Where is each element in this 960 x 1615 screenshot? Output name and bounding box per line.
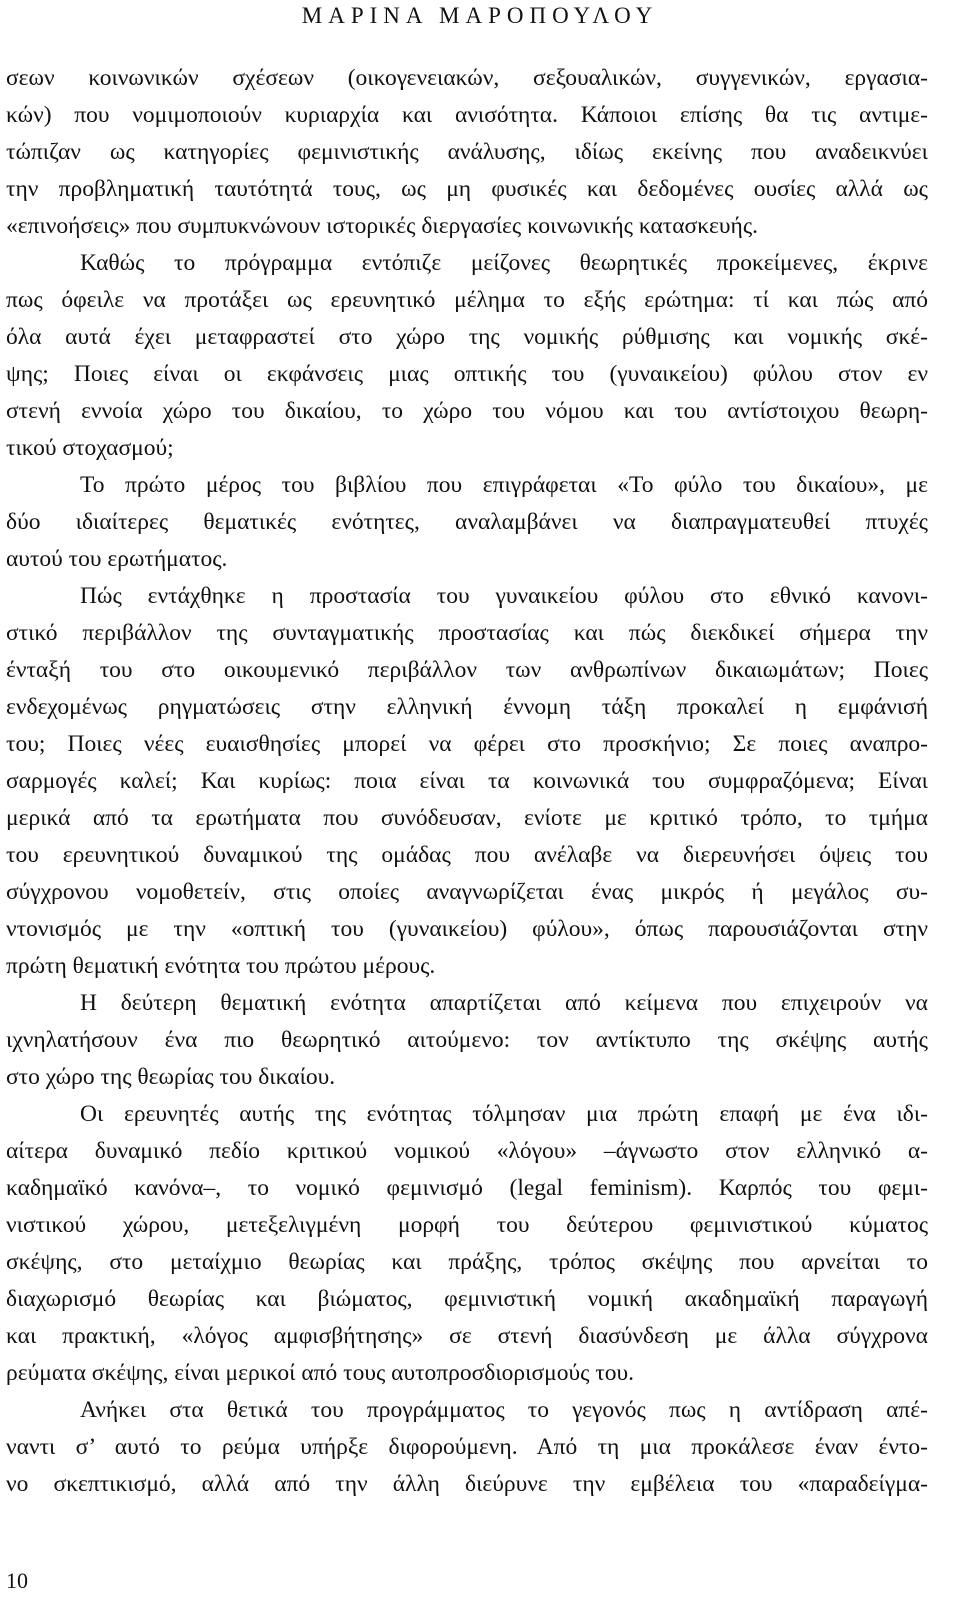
text-line: νιστικού χώρου, μετεξελιγμένη μορφή του δεύτερου φεμινιστικού κύματος — [6, 1212, 928, 1238]
paragraph — [6, 60, 928, 245]
text-line: αυτού του ερωτήματος. — [6, 546, 228, 572]
text-line: στενή εννοία χώρο του δικαίου, το χώρο του νόμου και του αντίστοιχου θεωρη- — [6, 398, 928, 424]
text-line: διαχωρισμό θεωρίας και βιώματος, φεμινιστική νομική ακαδημαϊκή παραγωγή — [6, 1286, 928, 1312]
text-line: Πώς εντάχθηκε η προστασία του γυναικείου φύλου στο εθνικό κανονι- — [80, 583, 928, 609]
text-line: κών) που νομιμοποιούν κυριαρχία και ανισότητα. Κάποιοι επίσης θα τις αντιμε- — [6, 102, 928, 128]
text-line: σύγχρονου νομοθετείν, στις οποίες αναγνωρίζεται ένας μικρός ή μεγάλος συ- — [6, 879, 928, 905]
paragraph — [6, 245, 928, 467]
paragraph — [6, 985, 928, 1096]
text-line: σκέψης, στο μεταίχμιο θεωρίας και πράξης, τρόπος σκέψης που αρνείται το — [6, 1249, 928, 1275]
text-line: ένταξή του στο οικουμενικό περιβάλλον των ανθρωπίνων δικαιωμάτων; Ποιες — [6, 657, 928, 683]
text-line: μερικά από τα ερωτήματα που συνόδευσαν, ενίοτε με κριτικό τρόπο, το τμήμα — [6, 805, 928, 831]
text-line: την προβληματική ταυτότητά τους, ως μη φυσικές και δεδομένες ουσίες αλλά ως — [6, 176, 928, 202]
text-line: δύο ιδιαίτερες θεματικές ενότητες, αναλαμβάνει να διαπραγματευθεί πτυχές — [6, 509, 928, 535]
text-line: ψης; Ποιες είναι οι εκφάνσεις μιας οπτικής του (γυναικείου) φύλου στον εν — [6, 361, 928, 387]
paragraph — [6, 1392, 928, 1503]
text-line: σαρμογές καλεί; Και κυρίως: ποια είναι τα κοινωνικά του συμφραζόμενα; Είναι — [6, 768, 928, 794]
paragraph — [6, 578, 928, 985]
text-line: του ερευνητικού δυναμικού της ομάδας που ανέλαβε να διερευνήσει όψεις του — [6, 842, 928, 868]
text-line: ντονισμός με την «οπτική του (γυναικείου) φύλου», όπως παρουσιάζονται στην — [6, 916, 928, 942]
paragraph — [6, 1096, 928, 1392]
text-line: τικού στοχασμού; — [6, 435, 174, 461]
page-body — [6, 60, 928, 1503]
text-line: Το πρώτο μέρος του βιβλίου που επιγράφεται «Το φύλο του δικαίου», με — [80, 472, 928, 498]
text-line: πρώτη θεματική ενότητα του πρώτου μέρους. — [6, 953, 436, 979]
page-number: 10 — [6, 1568, 28, 1593]
text-line: πως όφειλε να προτάξει ως ερευνητικό μέλημα το εξής ερώτημα: τί και πώς από — [6, 287, 928, 313]
paragraph — [6, 467, 928, 578]
text-line: στικό περιβάλλον της συνταγματικής προστασίας και πώς διεκδικεί σήμερα την — [6, 620, 928, 646]
text-line: αίτερα δυναμικό πεδίο κριτικού νομικού «λόγου» –άγνωστο στον ελληνικό α- — [6, 1138, 928, 1164]
text-line: «επινοήσεις» που συμπυκνώνουν ιστορικές διεργασίες κοινωνικής κατασκευής. — [6, 213, 759, 239]
text-line: όλα αυτά έχει μεταφραστεί στο χώρο της νομικής ρύθμισης και νομικής σκέ- — [6, 324, 928, 350]
running-head: ΜΑΡΙΝΑ ΜΑΡΟΠΟΥΛΟΥ — [301, 3, 659, 28]
text-line: Η δεύτερη θεματική ενότητα απαρτίζεται από κείμενα που επιχειρούν να — [80, 990, 928, 1016]
text-line: τώπιζαν ως κατηγορίες φεμινιστικής ανάλυσης, ιδίως εκείνης που αναδεικνύει — [6, 139, 928, 165]
text-line: ιχνηλατήσουν ένα πιο θεωρητικό αιτούμενο: τον αντίκτυπο της σκέψης αυτής — [6, 1027, 928, 1053]
text-line: καδημαϊκό κανόνα–, το νομικό φεμινισμό (legal feminism). Καρπός του φεμι- — [6, 1175, 928, 1201]
text-line: ενδεχομένως ρηγματώσεις στην ελληνική έννομη τάξη προκαλεί η εμφάνισή — [6, 694, 928, 720]
text-line: του; Ποιες νέες ευαισθησίες μπορεί να φέρει στο προσκήνιο; Σε ποιες αναπρο- — [6, 731, 928, 757]
text-line: Οι ερευνητές αυτής της ενότητας τόλμησαν μια πρώτη επαφή με ένα ιδι- — [80, 1101, 928, 1127]
text-line: Καθώς το πρόγραμμα εντόπιζε μείζονες θεωρητικές προκείμενες, έκρινε — [80, 250, 928, 276]
text-line: ναντι σ’ αυτό το ρεύμα υπήρξε διφορούμενη. Από τη μια προκάλεσε έναν έντο- — [6, 1434, 928, 1460]
text-line: Ανήκει στα θετικά του προγράμματος το γεγονός πως η αντίδραση απέ- — [80, 1397, 928, 1423]
text-line: και πρακτική, «λόγος αμφισβήτησης» σε στενή διασύνδεση με άλλα σύγχρονα — [6, 1323, 928, 1349]
text-line: σεων κοινωνικών σχέσεων (οικογενειακών, σεξουαλικών, συγγενικών, εργασια- — [6, 65, 928, 91]
text-line: στο χώρο της θεωρίας του δικαίου. — [6, 1064, 336, 1090]
text-line: νο σκεπτικισμό, αλλά από την άλλη διεύρυνε την εμβέλεια του «παραδείγμα- — [6, 1471, 928, 1497]
text-line: ρεύματα σκέψης, είναι μερικοί από τους αυτοπροσδιορισμούς του. — [6, 1360, 635, 1386]
